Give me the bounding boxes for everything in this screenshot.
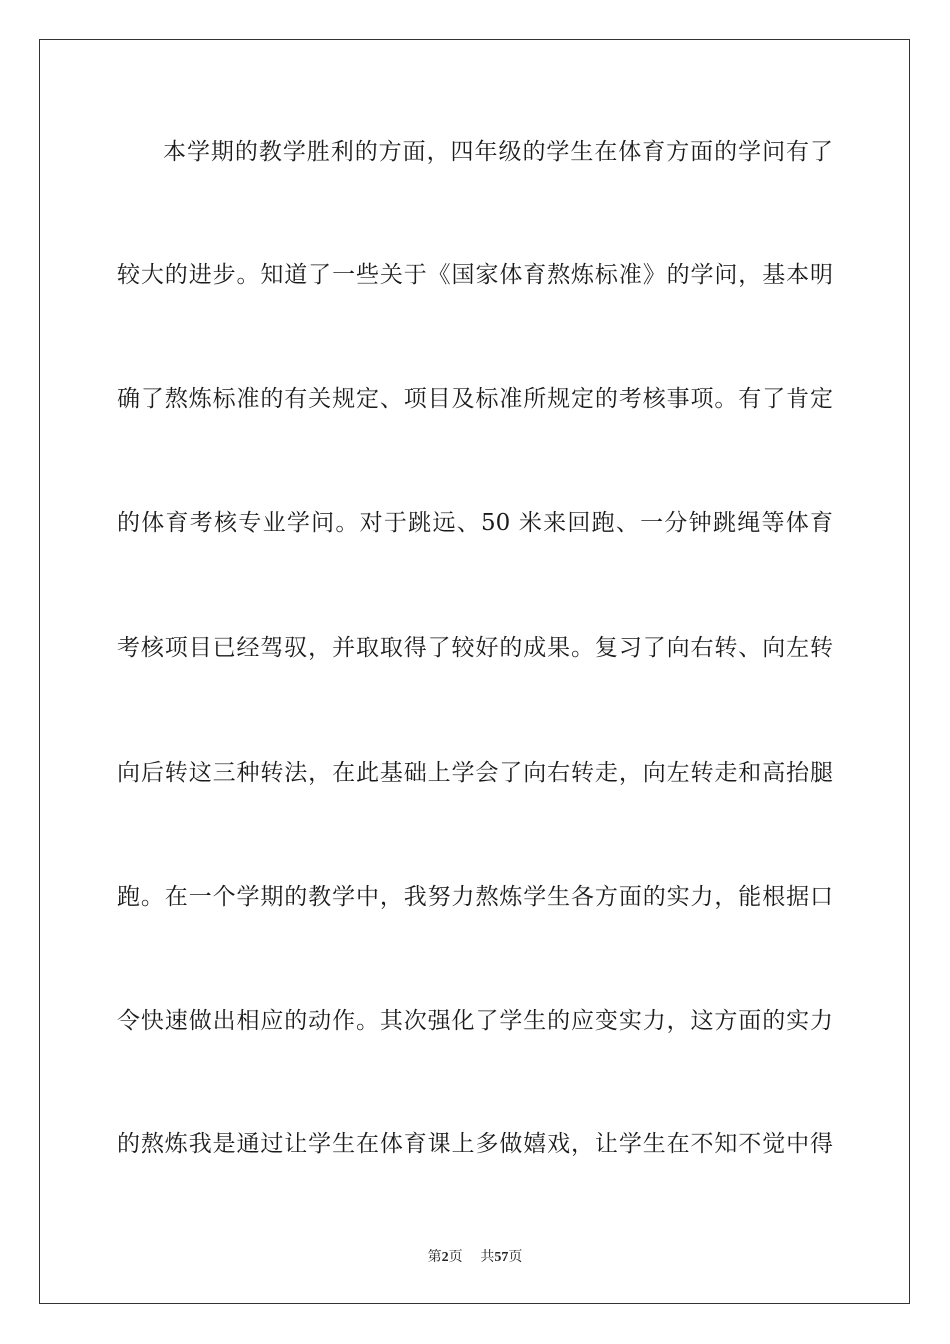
text-line: 本学期的教学胜利的方面，四年级的学生在体育方面的学问有了 — [163, 139, 833, 165]
page-number: 2 — [441, 1250, 449, 1265]
text-line: 考核项目已经驾驭，并取取得了较好的成果。复习了向右转、向左转 — [117, 635, 833, 661]
total-prefix: 共 — [480, 1249, 495, 1265]
page-suffix: 页 — [448, 1249, 463, 1265]
text-line: 确了熬炼标准的有关规定、项目及标准所规定的考核事项。有了肯定 — [117, 386, 833, 412]
text-line: 跑。在一个学期的教学中，我努力熬炼学生各方面的实力，能根据口 — [117, 884, 833, 910]
text-line: 的体育考核专业学问。对于跳远、50 米来回跑、一分钟跳绳等体育 — [117, 510, 833, 536]
page-border — [39, 39, 910, 1304]
total-pages: 57 — [494, 1250, 509, 1265]
text-line: 较大的进步。知道了一些关于《国家体育熬炼标准》的学问，基本明 — [117, 262, 833, 288]
page-footer — [0, 1246, 950, 1266]
total-suffix: 页 — [508, 1249, 523, 1265]
page-prefix: 第 — [427, 1249, 442, 1265]
text-line: 令快速做出相应的动作。其次强化了学生的应变实力，这方面的实力 — [117, 1008, 833, 1034]
text-line: 的熬炼我是通过让学生在体育课上多做嬉戏，让学生在不知不觉中得 — [117, 1131, 833, 1157]
text-line: 向后转这三种转法，在此基础上学会了向右转走，向左转走和高抬腿 — [117, 760, 833, 786]
